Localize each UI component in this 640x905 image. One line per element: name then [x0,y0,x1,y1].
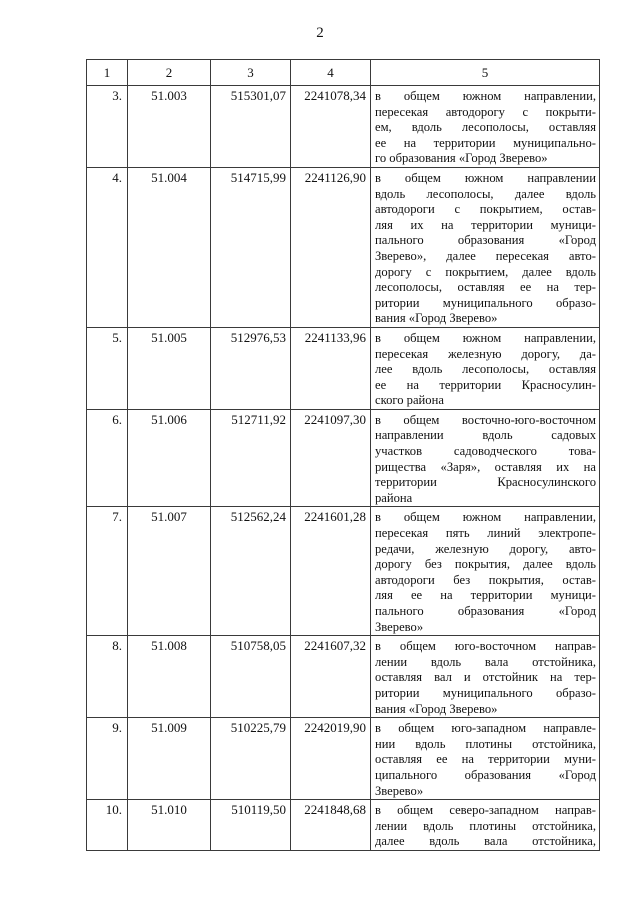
description-line: пального образования «Город [375,604,596,618]
coordinate-x-cell: 510225,79 [211,718,291,800]
boundary-description-cell [371,86,600,168]
boundary-description-cell [371,327,600,409]
description-line: Зверево» [375,783,424,798]
coordinate-y-cell: 2242019,90 [291,718,371,800]
description-line: ритории муниципального образо- [375,295,596,310]
coordinate-y-cell: 2241097,30 [291,409,371,507]
description-line: лении вдоль вала отстойника, [375,654,596,669]
coordinate-y-cell: 2241133,96 [291,327,371,409]
description-line: лении вдоль плотины отстойника, [375,818,596,833]
coordinate-x-cell: 512976,53 [211,327,291,409]
point-code-cell: 51.005 [128,327,211,409]
description-line: в общем юго-восточном направ- [375,639,596,654]
point-code-cell: 51.006 [128,409,211,507]
description-line: ципального образования «Город [375,767,596,782]
point-code-cell: 51.003 [128,86,211,168]
description-line: пересекая пять линий электропе- [375,526,596,541]
description-line: редачи, железную дорогу, авто- [375,541,596,556]
description-line: оставляя ее на территории муни- [375,752,596,767]
table-header-row [87,60,600,86]
description-line: вания «Город Зверево» [375,311,498,326]
coordinate-y-cell: 2241078,34 [291,86,371,168]
description-line: в общем южном направлении [375,170,596,185]
row-number-cell: 7. [87,507,128,636]
point-code-cell: 51.009 [128,718,211,800]
table-row [87,800,600,851]
table-row [87,409,600,507]
page-number: 2 [316,25,324,41]
coordinate-x-cell: 515301,07 [211,86,291,168]
table-row [87,507,600,636]
table-row [87,86,600,168]
description-line: вания «Город Зверево» [375,701,498,716]
description-line: дорогу с покрытием, далее вдоль [375,264,596,279]
description-line: лее вдоль лесополосы, оставляя [375,362,596,377]
row-number-cell: 8. [87,636,128,718]
description-line: направлении вдоль садовых [375,428,596,443]
header-col-2: 2 [128,60,211,86]
coordinate-y-cell: 2241126,90 [291,167,371,327]
description-line: оставляя вал и отстойник на тер- [375,670,596,685]
header-col-3: 3 [211,60,291,86]
boundary-description-cell [371,507,600,636]
description-line: пального образования «Город [375,233,596,248]
description-line: ем, вдоль лесополосы, оставляя [375,120,596,135]
table-row [87,327,600,409]
table-row [87,636,600,718]
coordinate-x-cell: 510758,05 [211,636,291,718]
coordinate-y-cell: 2241601,28 [291,507,371,636]
description-line: го образования «Город Зверево» [375,151,548,166]
header-col-4: 4 [291,60,371,86]
description-line: автодороги с покрытием, остав- [375,202,596,217]
coordinate-y-cell: 2241607,32 [291,636,371,718]
row-number-cell: 3. [87,86,128,168]
description-line: в общем южном направлении, [375,510,596,525]
description-line: в общем восточно-юго-восточном [375,412,596,427]
boundary-description-cell [371,800,600,851]
boundary-description-cell [371,636,600,718]
point-code-cell: 51.004 [128,167,211,327]
description-line: автодороги без покрытия, остав- [375,572,596,587]
point-code-cell: 51.008 [128,636,211,718]
description-line: ляя ее на территории муници- [375,588,596,603]
description-line: в общем южном направлении, [375,89,596,103]
description-line: ее на территории Красносулин- [375,377,596,392]
description-line: в общем южном направлении, [375,330,596,345]
description-line: рищества «Заря», оставляя их на [375,459,596,474]
coordinate-x-cell: 512711,92 [211,409,291,507]
row-number-cell: 10. [87,800,128,851]
description-line: дорогу без покрытия, далее вдоль [375,557,596,572]
row-number-cell: 4. [87,167,128,327]
description-line: ляя их на территории муници- [375,217,596,232]
description-line: района [375,490,413,505]
point-code-cell: 51.010 [128,800,211,851]
description-line: пересекая железную дорогу, да- [375,346,596,361]
description-line: ее на территории муниципально- [375,135,596,150]
description-line: вдоль лесополосы, далее вдоль [375,186,596,201]
header-col-1: 1 [87,60,128,86]
boundary-description-cell [371,167,600,327]
description-line: в общем северо-западном направ- [375,803,596,818]
boundary-points-table [86,59,600,851]
description-line: территории Красносулинского [375,475,596,490]
description-line: пересекая автодорогу с покрыти- [375,104,596,119]
point-code-cell: 51.007 [128,507,211,636]
row-number-cell: 5. [87,327,128,409]
description-line: Зверево», далее пересекая авто- [375,248,596,263]
description-line: ритории муниципального образо- [375,685,596,700]
description-line: Зверево» [375,619,424,634]
boundary-description-cell [371,718,600,800]
coordinate-x-cell: 512562,24 [211,507,291,636]
description-line: в общем юго-западном направле- [375,721,596,736]
coordinate-y-cell: 2241848,68 [291,800,371,851]
boundary-description-cell [371,409,600,507]
coordinate-x-cell: 510119,50 [211,800,291,851]
table-row [87,167,600,327]
description-line: лесополосы, оставляя ее на тер- [375,280,596,295]
description-line: ского района [375,393,444,408]
description-line: участков садоводческого това- [375,444,596,459]
description-line: далее вдоль вала отстойника, [375,834,596,849]
table-row [87,718,600,800]
coordinate-x-cell: 514715,99 [211,167,291,327]
row-number-cell: 9. [87,718,128,800]
row-number-cell: 6. [87,409,128,507]
description-line: нии вдоль плотины отстойника, [375,736,596,751]
header-col-5: 5 [371,60,600,86]
